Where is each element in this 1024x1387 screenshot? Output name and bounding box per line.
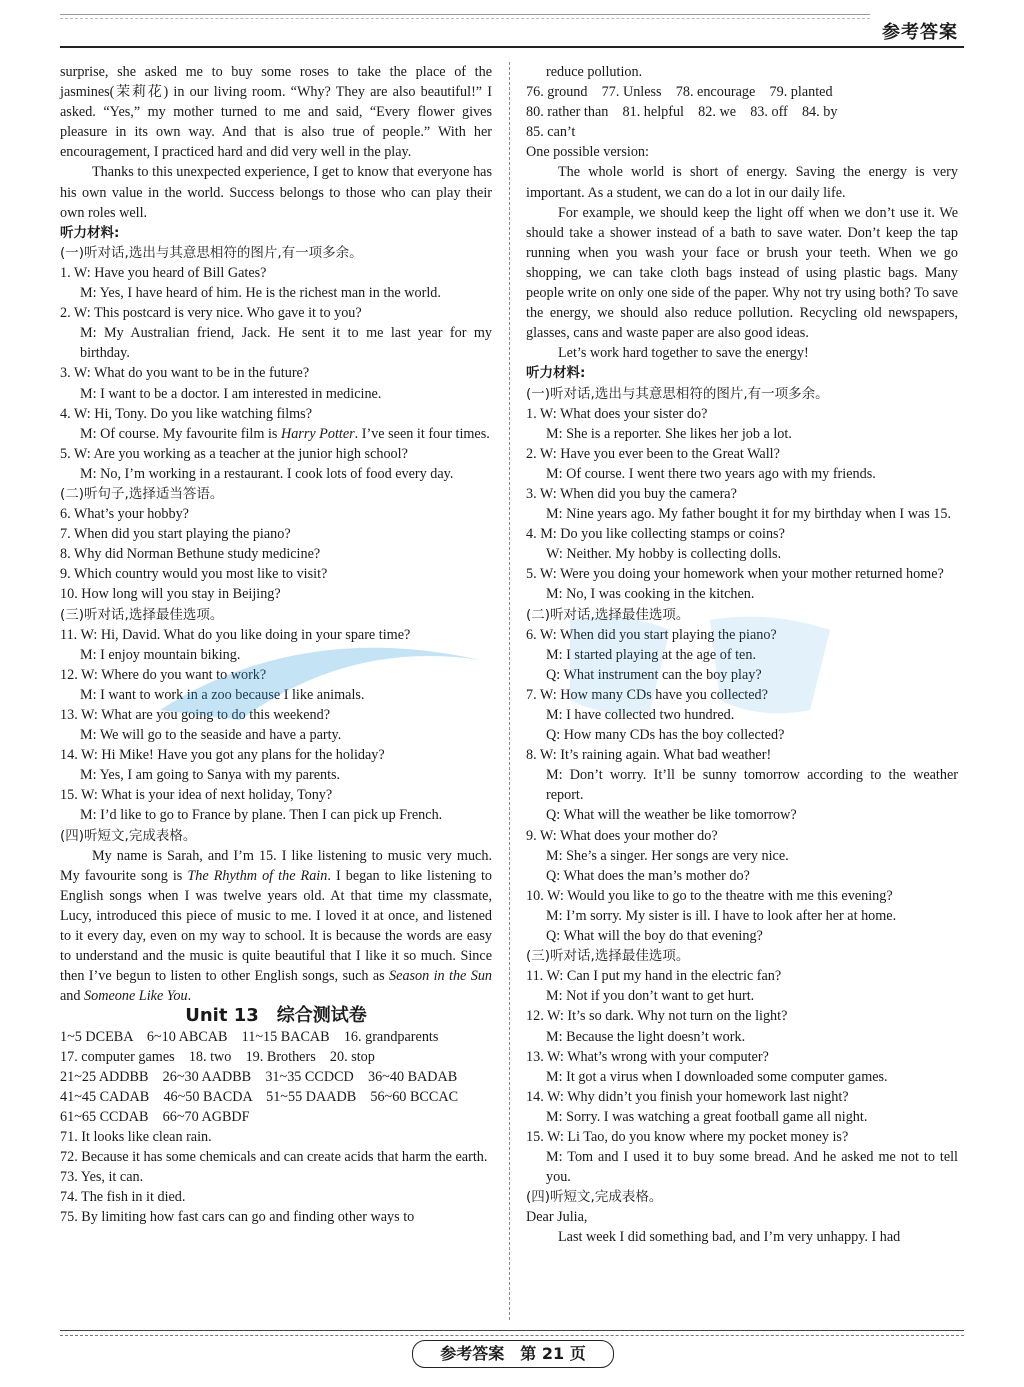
dialogue-line: W: Neither. My hobby is collecting dolls. xyxy=(546,546,782,563)
dialogue-line: 13. W: What are you going to do this weekend? xyxy=(60,707,331,723)
left-column xyxy=(60,62,492,1227)
dialogue-line: M: Not if you don’t want to get hurt. xyxy=(546,988,755,1005)
dialogue-line: 11. W: Hi, David. What do you like doing in your spare time? xyxy=(60,626,411,643)
letter-line: Last week I did something bad, and I’m very unhappy. I had xyxy=(558,1229,901,1246)
dialogue-line: 14. W: Hi Mike! Have you got any plans for the holiday? xyxy=(60,747,385,764)
song-title: The Rhythm of the Rain xyxy=(187,867,328,884)
section-2-heading: (二)听对话,选择最佳选项。 xyxy=(526,606,690,623)
section-2-heading: (二)听句子,选择适当答语。 xyxy=(60,485,224,502)
answer-line: 1~5 DCEBA 6~10 ABCAB 11~15 BACAB 16. grandparents xyxy=(60,1028,439,1045)
dialogue-line: 7. W: How many CDs have you collected? xyxy=(526,686,768,703)
dialogue-line: M: Don’t worry. It’ll be sunny tomorrow according to the weather report. xyxy=(546,767,958,804)
dialogue-line: Q: What instrument can the boy play? xyxy=(546,666,762,683)
dialogue-line: M: We will go to the seaside and have a party. xyxy=(80,727,342,744)
dialogue-line: M: She’s a singer. Her songs are very nice. xyxy=(546,847,789,864)
passage-text: . xyxy=(187,988,192,1005)
passage-text: My name is Sarah, and I’m 15. I like listening to music very much. My favourite song is xyxy=(60,847,492,884)
essay-paragraph: Let’s work hard together to save the energy! xyxy=(558,345,809,362)
essay-paragraph: The whole world is short of energy. Saving the energy is very important. As a student, we can do a lot in our daily life. xyxy=(526,164,958,201)
dialogue-line: Q: What does the man’s mother do? xyxy=(546,867,750,884)
dialogue-line: Q: What will the boy do that evening? xyxy=(546,928,763,945)
answer-line: 80. rather than 81. helpful 82. we 83. off 84. by xyxy=(526,104,838,121)
answer-line: 72. Because it has some chemicals and can create acids that harm the earth. xyxy=(60,1149,488,1166)
dialogue-line: 5. W: Were you doing your homework when your mother returned home? xyxy=(526,566,944,583)
dialogue-line: M: Of course. I went there two years ago with my friends. xyxy=(546,465,876,482)
dialogue-line: M: I’d like to go to France by plane. Then I can pick up French. xyxy=(80,807,443,824)
right-column xyxy=(526,62,958,1248)
passage-text: . I began to like listening to English songs when I was twelve years old. At that time my classmate, Lucy, introduced this piece of music to me. I loved it at once, and listened to it every day, even on my way to school. It is because the words are easy to understand and the music is quite beautiful that I like it so much. Since then I’ve begun to listen to other English songs, such as xyxy=(60,867,492,985)
film-title: Harry Potter xyxy=(280,425,355,442)
dialogue-line: 3. W: What do you want to be in the future? xyxy=(60,365,310,382)
section-1-heading: (一)听对话,选出与其意思相符的图片,有一项多余。 xyxy=(60,244,363,261)
dialogue-line: M: Sorry. I was watching a great football game all night. xyxy=(546,1108,868,1125)
answer-line: 61~65 CCDAB 66~70 AGBDF xyxy=(60,1108,250,1125)
dialogue-line: 10. W: Would you like to go to the theatre with me this evening? xyxy=(526,887,893,904)
dialogue-line: M: Yes, I have heard of him. He is the richest man in the world. xyxy=(80,285,441,302)
unit-title: Unit 13 综合测试卷 xyxy=(185,1005,367,1027)
dialogue-line: M: I want to be a doctor. I am interested in medicine. xyxy=(80,385,382,402)
dialogue-line: 8. W: It’s raining again. What bad weather! xyxy=(526,747,772,764)
dialogue-line: M: I started playing at the age of ten. xyxy=(546,646,756,663)
answer-line: 71. It looks like clean rain. xyxy=(60,1128,212,1145)
dialogue-line: 4. M: Do you like collecting stamps or coins? xyxy=(526,526,785,543)
dialogue-line: M: I’m sorry. My sister is ill. I have to look after her at home. xyxy=(546,907,897,924)
page-number-badge: 参考答案 第 21 页 xyxy=(412,1340,614,1368)
question-line: 10. How long will you stay in Beijing? xyxy=(60,586,281,603)
song-title: Season in the Sun xyxy=(389,968,493,985)
question-line: 7. When did you start playing the piano? xyxy=(60,526,291,543)
dialogue-line: M: No, I was cooking in the kitchen. xyxy=(546,586,755,603)
song-title: Someone Like You xyxy=(84,988,188,1005)
dialogue-line: 15. W: What is your idea of next holiday, Tony? xyxy=(60,787,333,804)
essay-label: One possible version: xyxy=(526,144,649,161)
dialogue-line: 9. W: What does your mother do? xyxy=(526,827,718,844)
passage-text: and xyxy=(60,988,85,1005)
dialogue-line: M: Yes, I am going to Sanya with my parents. xyxy=(80,767,341,784)
footer-rule-dashed xyxy=(60,1335,964,1336)
section-1-heading: (一)听对话,选出与其意思相符的图片,有一项多余。 xyxy=(526,385,829,402)
answer-line: 21~25 ADDBB 26~30 AADBB 31~35 CCDCD 36~40 BADAB xyxy=(60,1068,458,1085)
dialogue-line: 14. W: Why didn’t you finish your homework last night? xyxy=(526,1088,849,1105)
dialogue-line: M: I enjoy mountain biking. xyxy=(80,646,241,663)
column-divider xyxy=(509,62,510,1320)
section-3-heading: (三)听对话,选择最佳选项。 xyxy=(60,606,224,623)
essay-paragraph: For example, we should keep the light off when we don’t use it. We should take a shower instead of a bath to save water. Don’t keep the tap running when you wash your face or brush your teeth. When we go shopping, we can take cloth bags instead of using plastic bags. Many people write on only one side of the paper. Why not try using both? To save the energy, we should also reduce pollution. Recycling old newspapers, glasses, cans and waste paper are also good ideas. xyxy=(526,204,958,342)
dialogue-line: 11. W: Can I put my hand in the electric fan? xyxy=(526,968,782,985)
story-paragraph-1: surprise, she asked me to buy some roses to take the place of the jasmines(茉莉花) in our living room. “Why? They are also beautiful!” I asked. “Yes,” my mother turned to me and said, “Every flower gives pleasure in its own way. And that is also true of people.” With her encouragement, I practiced hard and did very well in the play. xyxy=(60,64,492,161)
dialogue-line: 12. W: It’s so dark. Why not turn on the light? xyxy=(526,1008,788,1025)
page-header-title: 参考答案 xyxy=(882,22,958,43)
dialogue-line xyxy=(60,424,492,444)
answer-line: 17. computer games 18. two 19. Brothers 20. stop xyxy=(60,1048,375,1065)
header-divider xyxy=(60,46,964,48)
section-3-heading: (三)听对话,选择最佳选项。 xyxy=(526,948,690,965)
listening-heading: 听力材料: xyxy=(60,224,120,241)
dialogue-line: M: Nine years ago. My father bought it for my birthday when I was 15. xyxy=(546,506,952,523)
answer-line: 76. ground 77. Unless 78. encourage 79. planted xyxy=(526,84,833,101)
listening-heading: 听力材料: xyxy=(526,365,586,382)
question-line: 9. Which country would you most like to visit? xyxy=(60,566,328,583)
dialogue-line: 13. W: What’s wrong with your computer? xyxy=(526,1048,769,1065)
section-4-heading: (四)听短文,完成表格。 xyxy=(60,827,197,844)
answer-line: 74. The fish in it died. xyxy=(60,1189,186,1206)
dialogue-line: M: No, I’m working in a restaurant. I cook lots of food every day. xyxy=(80,465,454,482)
dialogue-line: 3. W: When did you buy the camera? xyxy=(526,485,737,502)
dialogue-text: . I’ve seen it four times. xyxy=(354,425,490,442)
question-line: 8. Why did Norman Bethune study medicine? xyxy=(60,546,321,563)
letter-salutation: Dear Julia, xyxy=(526,1209,588,1226)
answer-line: 85. can’t xyxy=(526,124,576,141)
dialogue-line: M: Because the light doesn’t work. xyxy=(546,1028,746,1045)
dialogue-line: 4. W: Hi, Tony. Do you like watching films? xyxy=(60,405,312,422)
footer-rule xyxy=(60,1330,964,1331)
dialogue-line: 1. W: What does your sister do? xyxy=(526,405,708,422)
dialogue-line: M: She is a reporter. She likes her job a lot. xyxy=(546,425,792,442)
dialogue-line: Q: What will the weather be like tomorrow? xyxy=(546,807,797,824)
dialogue-line: 5. W: Are you working as a teacher at the junior high school? xyxy=(60,445,408,462)
answer-line: 73. Yes, it can. xyxy=(60,1169,144,1186)
dialogue-line: M: I have collected two hundred. xyxy=(546,707,735,723)
answer-line: reduce pollution. xyxy=(546,64,643,80)
dialogue-line: 2. W: This postcard is very nice. Who gave it to you? xyxy=(60,305,362,322)
dialogue-line: 1. W: Have you heard of Bill Gates? xyxy=(60,264,267,281)
dialogue-line: 6. W: When did you start playing the piano? xyxy=(526,626,777,643)
dialogue-line: M: I want to work in a zoo because I like animals. xyxy=(80,686,365,703)
question-line: 6. What’s your hobby? xyxy=(60,506,189,523)
dialogue-line: Q: How many CDs has the boy collected? xyxy=(546,727,785,744)
passage-paragraph xyxy=(60,846,492,1007)
answer-line: 41~45 CADAB 46~50 BACDA 51~55 DAADB 56~60 BCCAC xyxy=(60,1088,459,1105)
dialogue-line: M: It got a virus when I downloaded some computer games. xyxy=(546,1068,888,1085)
answer-line: 75. By limiting how fast cars can go and finding other ways to xyxy=(60,1209,415,1226)
dialogue-line: 12. W: Where do you want to work? xyxy=(60,666,267,683)
story-paragraph-2: Thanks to this unexpected experience, I get to know that everyone has his own value in the world. Success belongs to those who can play their own roles well. xyxy=(60,164,492,221)
dialogue-line: 15. W: Li Tao, do you know where my pocket money is? xyxy=(526,1128,849,1145)
dialogue-line: M: Tom and I used it to buy some bread. And he asked me not to tell you. xyxy=(546,1149,958,1186)
dialogue-text: M: Of course. My favourite film is xyxy=(80,425,281,442)
dialogue-line: 2. W: Have you ever been to the Great Wall? xyxy=(526,445,780,462)
top-rule-dashed xyxy=(60,18,870,19)
dialogue-line: M: My Australian friend, Jack. He sent it to me last year for my birthday. xyxy=(80,325,492,362)
section-4-heading: (四)听短文,完成表格。 xyxy=(526,1189,663,1206)
top-rule xyxy=(60,14,870,15)
